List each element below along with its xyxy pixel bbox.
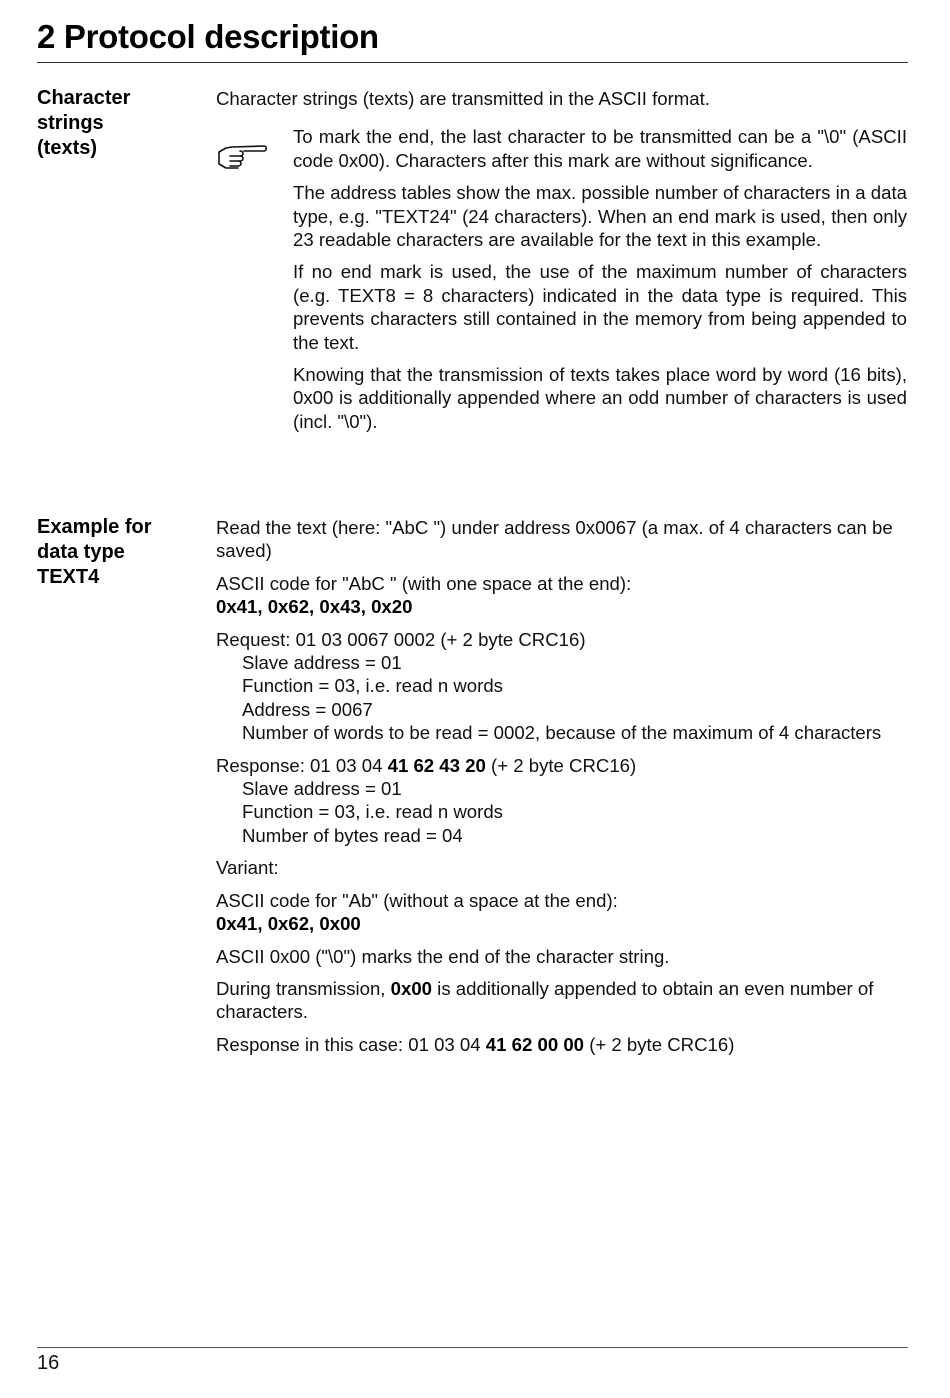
case-prefix: Response in this case: 01 03 04	[216, 1033, 486, 1055]
request-detail: Number of words to be read = 0002, because of the maximum of 4 characters	[242, 722, 882, 744]
transmission-paragraph	[216, 977, 907, 1024]
section-heading-text4-example: Example for data type TEXT4	[37, 516, 152, 588]
page-title: 2 Protocol description	[37, 18, 379, 55]
variant-ascii-paragraph	[216, 889, 907, 936]
request-detail: Address = 0067	[242, 698, 373, 720]
note-paragraph: Knowing that the transmission of texts takes place word by word (16 bits), 0x00 is additionally appended where an odd number of characters is used (incl. "\0").	[293, 364, 907, 432]
transmission-bold: 0x00	[390, 977, 433, 999]
section-body-text4-example	[216, 516, 907, 1065]
response-block	[216, 754, 907, 848]
note-paragraph: If no end mark is used, the use of the maximum number of characters (e.g. TEXT8 = 8 characters) indicated in the data type is required. This prevents characters still contained in the memory from being appended to the text.	[293, 261, 907, 353]
case-suffix: (+ 2 byte CRC16)	[584, 1033, 735, 1055]
case-data-bytes: 41 62 00 00	[485, 1033, 585, 1055]
section-body-character-strings	[216, 87, 907, 442]
request-line: Request: 01 03 0067 0002 (+ 2 byte CRC16)	[216, 628, 586, 650]
note-paragraph: The address tables show the max. possible number of characters in a data type, e.g. "TEXT24" (24 characters). When an end mark is used, then only 23 readable characters are available for the text in this example.	[293, 182, 907, 251]
section-heading-character-strings: Character strings (texts)	[37, 87, 131, 159]
response-prefix: Response: 01 03 04	[216, 754, 388, 776]
variant-ascii-values: 0x41, 0x62, 0x00	[216, 913, 361, 935]
response-suffix: (+ 2 byte CRC16)	[485, 754, 637, 776]
response-detail: Number of bytes read = 04	[242, 824, 463, 846]
ascii-code-values: 0x41, 0x62, 0x43, 0x20	[216, 596, 413, 618]
page-number: 16	[37, 1352, 60, 1374]
intro-paragraph: Character strings (texts) are transmitted in the ASCII format.	[216, 88, 710, 109]
request-block	[216, 628, 907, 745]
note-block	[216, 125, 907, 433]
note-paragraph: To mark the end, the last character to be transmitted can be a "\0" (ASCII code 0x00). Characters after this mark are without significance.	[293, 126, 907, 171]
ascii-code-label: ASCII code for "AbC " (with one space at the end):	[216, 572, 632, 594]
transmission-prefix: During transmission,	[216, 977, 391, 999]
end-mark-paragraph: ASCII 0x00 ("\0") marks the end of the character string.	[216, 945, 670, 967]
pointing-hand-icon	[216, 138, 268, 172]
response-case-paragraph	[216, 1033, 907, 1056]
variant-label: Variant:	[216, 857, 279, 879]
response-line	[216, 755, 636, 776]
ascii-code-paragraph	[216, 572, 907, 619]
read-text-paragraph: Read the text (here: "AbC ") under address 0x0067 (a max. of 4 characters can be saved)	[216, 517, 893, 562]
request-detail: Slave address = 01	[242, 652, 402, 674]
response-data-bytes: 41 62 43 20	[387, 754, 486, 776]
footer-divider	[37, 1347, 908, 1348]
response-detail: Function = 03, i.e. read n words	[242, 801, 503, 823]
variant-ascii-label: ASCII code for "Ab" (without a space at the end):	[216, 889, 618, 911]
header-divider	[37, 62, 908, 63]
response-detail: Slave address = 01	[242, 778, 402, 800]
request-detail: Function = 03, i.e. read n words	[242, 675, 503, 697]
transmission-suffix: is additionally appended to obtain an even number of characters.	[216, 977, 874, 1023]
